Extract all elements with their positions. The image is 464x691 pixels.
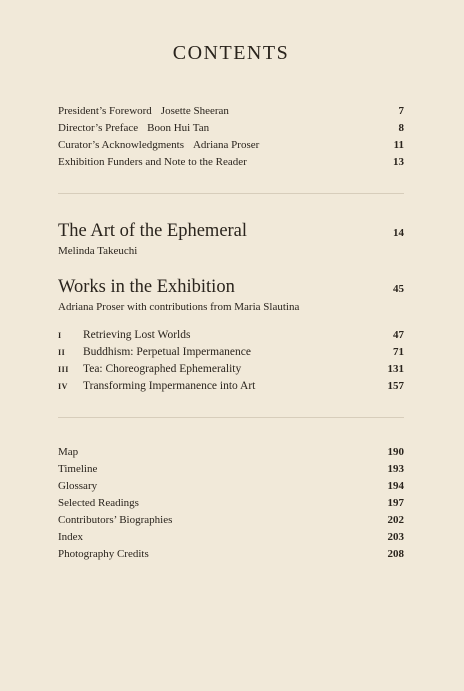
entry-page-number: 202: [387, 514, 404, 526]
entry-page-number: 203: [387, 531, 404, 543]
entry-author: Adriana Proser: [192, 139, 260, 151]
entry-title: Curator’s Acknowledgments: [58, 139, 184, 151]
toc-entry[interactable]: [58, 495, 404, 512]
chapter-page-number: 157: [387, 380, 404, 392]
entry-author: Boon Hui Tan: [147, 122, 210, 134]
essay-author: Melinda Takeuchi: [58, 245, 138, 257]
chapter-title: Tea: Choreographed Ephemerality: [83, 363, 242, 375]
toc-entry[interactable]: [58, 103, 404, 120]
chapter-numeral: IV: [58, 382, 68, 391]
chapter-numeral: II: [58, 348, 66, 357]
entry-title: Director’s Preface: [58, 122, 139, 134]
essay-entry[interactable]: [58, 220, 404, 259]
essay-page-number: 45: [393, 283, 404, 295]
entry-title: Selected Readings: [58, 497, 139, 509]
essay-entry[interactable]: [58, 276, 404, 315]
contents-page: [58, 0, 404, 691]
back-matter-list: [58, 444, 404, 563]
entry-page-number: 13: [393, 156, 404, 168]
chapter-entry[interactable]: [58, 344, 404, 361]
essay-title: The Art of the Ephemeral: [58, 221, 248, 241]
page-title: CONTENTS: [172, 42, 290, 64]
toc-entry[interactable]: [58, 478, 404, 495]
entry-title: Timeline: [58, 463, 98, 475]
toc-entry[interactable]: [58, 512, 404, 529]
toc-entry[interactable]: [58, 461, 404, 478]
entry-page-number: 7: [398, 105, 404, 117]
entry-page-number: 11: [393, 139, 404, 151]
entry-page-number: 197: [387, 497, 404, 509]
entry-title: Exhibition Funders and Note to the Reader: [58, 156, 247, 168]
section-divider: [58, 193, 404, 194]
chapter-page-number: 131: [387, 363, 404, 375]
chapter-title: Retrieving Lost Worlds: [83, 329, 191, 341]
front-matter-list: [58, 103, 404, 171]
chapter-entry[interactable]: [58, 327, 404, 344]
toc-entry[interactable]: [58, 546, 404, 563]
entry-title: President’s Foreword: [58, 105, 152, 117]
chapter-title: Buddhism: Perpetual Impermanence: [83, 346, 251, 358]
chapter-page-number: 71: [393, 346, 404, 358]
entry-title: Index: [58, 531, 84, 543]
entry-title: Photography Credits: [58, 548, 149, 560]
chapter-entry[interactable]: [58, 378, 404, 395]
toc-entry[interactable]: [58, 137, 404, 154]
essay-title: Works in the Exhibition: [58, 277, 235, 297]
chapter-numeral: I: [58, 331, 62, 340]
essay-author: Adriana Proser with contributions from Maria Slautina: [58, 301, 300, 313]
entry-author: Josette Sheeran: [160, 105, 229, 117]
toc-entry[interactable]: [58, 529, 404, 546]
chapter-page-number: 47: [393, 329, 404, 341]
chapter-list: [58, 327, 404, 395]
chapter-title: Transforming Impermanence into Art: [83, 380, 256, 392]
toc-entry[interactable]: [58, 120, 404, 137]
entry-title: Contributors’ Biographies: [58, 514, 173, 526]
entry-page-number: 194: [387, 480, 404, 492]
entry-title: Glossary: [58, 480, 98, 492]
entry-page-number: 193: [387, 463, 404, 475]
entry-page-number: 8: [398, 122, 404, 134]
section-divider: [58, 417, 404, 418]
chapter-entry[interactable]: [58, 361, 404, 378]
entry-title: Map: [58, 446, 79, 458]
toc-entry[interactable]: [58, 444, 404, 461]
entry-page-number: 190: [387, 446, 404, 458]
essay-page-number: 14: [393, 227, 404, 239]
toc-entry[interactable]: [58, 154, 404, 171]
entry-page-number: 208: [387, 548, 404, 560]
chapter-numeral: III: [58, 365, 69, 374]
